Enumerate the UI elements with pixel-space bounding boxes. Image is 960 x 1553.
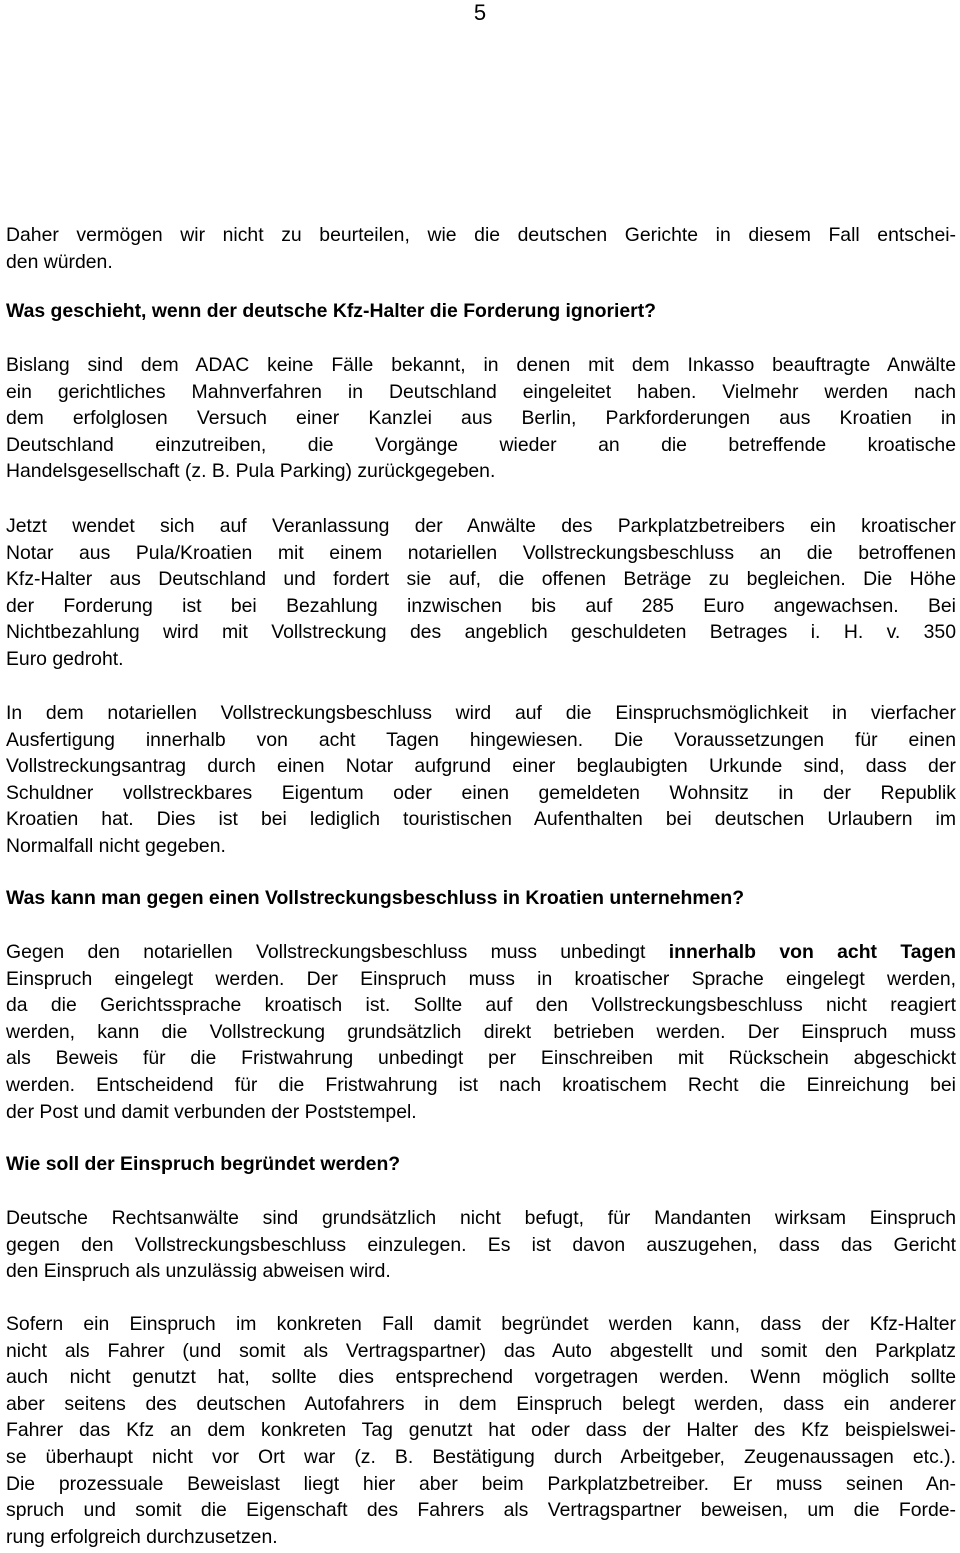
page-number: 5 — [473, 0, 487, 25]
text-line: Euro gedroht. — [6, 647, 124, 670]
text-line: Schuldner vollstreckbares Eigentum oder einen gemeldeten Wohnsitz in der Republik — [6, 781, 956, 804]
text-line: Wie soll der Einspruch begründet werden? — [6, 1153, 401, 1175]
text-line: Normalfall nicht gegeben. — [6, 834, 226, 857]
heading-8 — [6, 1151, 956, 1178]
text-line: Fahrer das Kfz an dem konkreten Tag genutzt hat oder dass der Halter des Kfz beispielswei- — [6, 1419, 956, 1442]
text-segment: Gegen den notariellen Vollstreckungsbeschluss muss unbedingt — [6, 941, 669, 963]
text-line: werden, kann die Vollstreckung grundsätzlich direkt betrieben werden. Der Einspruch muss — [6, 1020, 956, 1043]
bold-text: innerhalb von acht Tagen — [668, 941, 956, 963]
text-line: Daher vermögen wir nicht zu beurteilen, wie die deutschen Gerichte in diesem Fall entschei- — [6, 224, 956, 246]
text-line: nicht als Fahrer (und somit als Vertragspartner) das Auto abgestellt und somit den Parkplatz — [6, 1339, 956, 1362]
text-line: Sofern ein Einspruch im konkreten Fall damit begründet werden kann, dass der Kfz-Halter — [6, 1313, 956, 1335]
paragraph-9 — [6, 1205, 956, 1285]
text-line: den Einspruch als unzulässig abweisen wird. — [6, 1260, 391, 1283]
text-line: der Forderung ist bei Bezahlung inzwischen bis auf 285 Euro angewachsen. Bei — [6, 594, 956, 617]
text-line: Was geschieht, wenn der deutsche Kfz-Halter die Forderung ignoriert? — [6, 300, 657, 322]
text-line: Jetzt wendet sich auf Veranlassung der Anwälte des Parkplatzbetreibers ein kroatischer — [6, 515, 956, 537]
text-line: Kroatien hat. Dies ist bei lediglich touristischen Aufenthalten bei deutschen Urlaubern im — [6, 808, 956, 831]
text-line: Bislang sind dem ADAC keine Fälle bekannt, in denen mit dem Inkasso beauftragte Anwälte — [6, 354, 956, 376]
text-line: Ausfertigung innerhalb von acht Tagen hingewiesen. Die Voraussetzungen für einen — [6, 728, 956, 751]
paragraph-1 — [6, 222, 956, 275]
text-line: Deutschland einzutreiben, die Vorgänge wieder an die betreffende kroatische — [6, 433, 956, 456]
text-line: aber seitens des deutschen Autofahrers in dem Einspruch belegt werden, dass ein anderer — [6, 1392, 956, 1415]
text-line — [6, 939, 956, 966]
text-line: der Post und damit verbunden der Poststempel. — [6, 1100, 417, 1123]
text-line: se überhaupt nicht vor Ort war (z. B. Bestätigung durch Arbeitgeber, Zeugenaussagen etc.). — [6, 1445, 956, 1468]
text-line: Vollstreckungsantrag durch einen Notar aufgrund einer beglaubigten Urkunde sind, dass der — [6, 755, 956, 778]
paragraph-10 — [6, 1311, 956, 1550]
text-line: Deutsche Rechtsanwälte sind grundsätzlich nicht befugt, für Mandanten wirksam Einspruch — [6, 1207, 956, 1229]
heading-6 — [6, 885, 956, 912]
text-line: den würden. — [6, 250, 113, 273]
text-line: auch nicht genutzt hat, sollte dies entsprechend vorgetragen werden. Wenn möglich sollte — [6, 1366, 956, 1389]
text-line: Einspruch eingelegt werden. Der Einspruch muss in kroatischer Sprache eingelegt werden, — [6, 967, 956, 990]
paragraph-4 — [6, 513, 956, 673]
text-line: da die Gerichtssprache kroatisch ist. Sollte auf den Vollstreckungsbeschluss nicht reagiert — [6, 994, 956, 1017]
text-line: Was kann man gegen einen Vollstreckungsbeschluss in Kroatien unternehmen? — [6, 887, 745, 909]
paragraph-3 — [6, 352, 956, 485]
text-line: In dem notariellen Vollstreckungsbeschluss wird auf die Einspruchsmöglichkeit in vierfacher — [6, 702, 956, 724]
paragraph-5 — [6, 700, 956, 860]
text-line: gegen den Vollstreckungsbeschluss einzulegen. Es ist davon auszugehen, dass das Gericht — [6, 1233, 956, 1256]
text-line: Nichtbezahlung wird mit Vollstreckung des angeblich geschuldeten Betrages i. H. v. 350 — [6, 621, 956, 644]
text-line: rung erfolgreich durchzusetzen. — [6, 1525, 278, 1548]
text-line: Die prozessuale Beweislast liegt hier aber beim Parkplatzbetreiber. Er muss seinen An- — [6, 1472, 956, 1495]
text-line: werden. Entscheidend für die Fristwahrung ist nach kroatischem Recht die Einreichung bei — [6, 1073, 956, 1096]
text-line: ein gerichtliches Mahnverfahren in Deutschland eingeleitet haben. Vielmehr werden nach — [6, 380, 956, 403]
text-line: spruch und somit die Eigenschaft des Fahrers als Vertragspartner beweisen, um die Forde- — [6, 1499, 956, 1522]
paragraph-7 — [6, 939, 956, 1125]
heading-2 — [6, 298, 956, 325]
text-line: dem erfolglosen Versuch einer Kanzlei aus Berlin, Parkforderungen aus Kroatien in — [6, 407, 956, 430]
text-line: Notar aus Pula/Kroatien mit einem notariellen Vollstreckungsbeschluss an die betroffenen — [6, 541, 956, 564]
text-line: als Beweis für die Fristwahrung unbedingt per Einschreiben mit Rückschein abgeschickt — [6, 1047, 956, 1070]
text-line: Handelsgesellschaft (z. B. Pula Parking) zurückgegeben. — [6, 460, 496, 483]
text-line: Kfz-Halter aus Deutschland und fordert sie auf, die offenen Beträge zu begleichen. Die Höhe — [6, 568, 956, 591]
